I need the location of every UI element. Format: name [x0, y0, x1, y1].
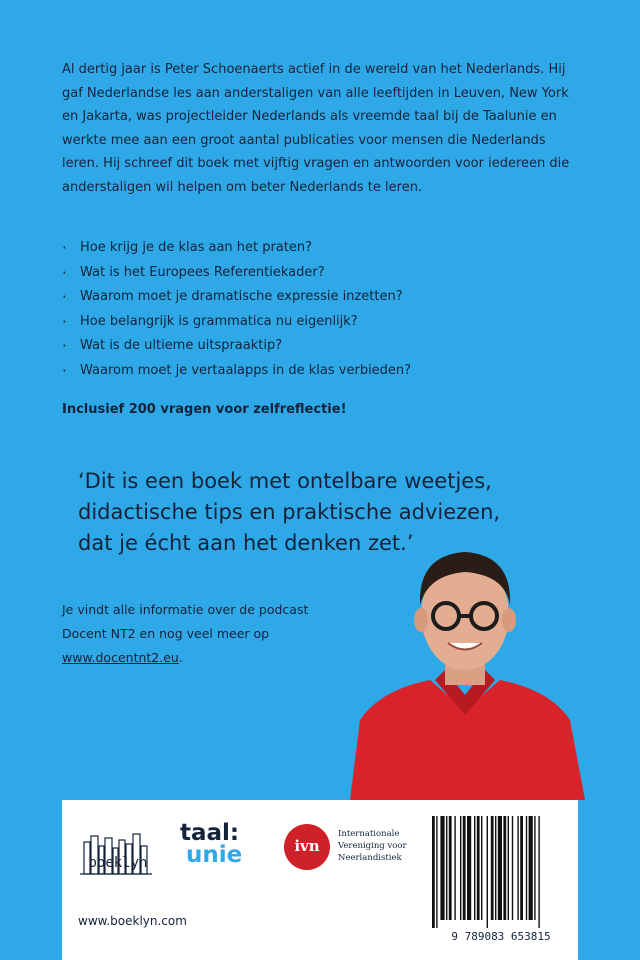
author-portrait [340, 520, 590, 800]
taalunie-line-1: taal: [180, 820, 240, 846]
quote-line-2: didactische tips en praktische adviezen, [78, 500, 501, 524]
barcode-bar [481, 816, 482, 920]
barcode-bar [436, 816, 437, 928]
self-reflection-highlight: Inclusief 200 vragen voor zelfreflectie! [62, 402, 347, 417]
publisher-website[interactable]: www.boeklyn.com [78, 914, 187, 928]
isbn-barcode [426, 816, 576, 944]
isbn-digits: 9 789083 653815 [451, 930, 551, 943]
back-cover-footer [62, 800, 578, 960]
barcode-bar [520, 816, 523, 920]
barcode-bar [440, 816, 444, 920]
barcode-bar [474, 816, 475, 920]
barcode-bar [512, 816, 513, 920]
boeklyn-logo-text: boeklyn [88, 855, 148, 871]
ivn-name-line-2: Vereniging voor [338, 841, 407, 851]
ivn-name [338, 828, 438, 864]
quote-line-1: ‘Dit is een boek met ontelbare weetjes, [78, 469, 492, 493]
barcode-bar [538, 816, 539, 928]
barcode-bar [432, 816, 435, 928]
barcode-bar [491, 816, 494, 920]
docentnt2-link[interactable]: www.docentnt2.eu [62, 650, 179, 665]
barcode-bar [529, 816, 533, 920]
barcode-bar [460, 816, 461, 920]
question-item: · Wat is het Europees Referentiekader? [62, 261, 582, 286]
question-item: · Hoe krijg je de klas aan het praten? [62, 236, 582, 261]
barcode-bar [446, 816, 447, 920]
question-item: · Wat is de ultieme uitspraaktip? [62, 334, 582, 359]
barcode-bar [517, 816, 518, 920]
author-bio [62, 58, 582, 199]
barcode-bars [432, 816, 540, 928]
barcode-bar [498, 816, 502, 920]
question-item: · Waarom moet je vertaalapps in de klas verbieden? [62, 359, 582, 384]
barcode-bar [526, 816, 527, 920]
barcode-bar [495, 816, 496, 920]
question-list [62, 236, 582, 383]
podcast-info-end: . [178, 650, 183, 665]
podcast-info [62, 598, 322, 670]
podcast-info-text: Je vindt alle informatie over de podcast Docent NT2 en nog veel meer op [62, 602, 309, 641]
barcode-bar [487, 816, 488, 928]
taalunie-logo [180, 822, 242, 866]
ivn-name-line-3: Neerlandistiek [338, 853, 402, 863]
boeklyn-books-icon [78, 818, 158, 888]
quote-line-3: dat je écht aan het denken zet.’ [78, 531, 414, 555]
barcode-bar [508, 816, 509, 920]
question-item: · Hoe belangrijk is grammatica nu eigenlijk? [62, 310, 582, 335]
barcode-bar [477, 816, 480, 920]
ivn-name-line-1: Internationale [338, 829, 400, 839]
barcode-bar [454, 816, 455, 920]
author-bio-text: Al dertig jaar is Peter Schoenaerts actief in de wereld van het Nederlands. Hij gaf Nederlandse les aan anderstaligen van alle leeftijden in Leuven, New York en Jakarta, was projectleider Nederlands als vreemde taal bij de Taalunie en werkte mee aan een groot aantal publicaties voor mensen die Nederlands leren. Hij schreef dit boek met vijftig vragen en antwoorden voor iedereen die anderstaligen wil helpen om beter Nederlands te leren. [62, 62, 570, 195]
ivn-logo: ivn [284, 824, 330, 870]
taalunie-line-2: unie [186, 842, 243, 868]
barcode-bar [503, 816, 506, 920]
question-item: · Waarom moet je dramatische expressie inzetten? [62, 285, 582, 310]
barcode-bar [449, 816, 452, 920]
barcode-bar [467, 816, 471, 920]
barcode-bar [534, 816, 535, 920]
barcode-bar [463, 816, 466, 920]
